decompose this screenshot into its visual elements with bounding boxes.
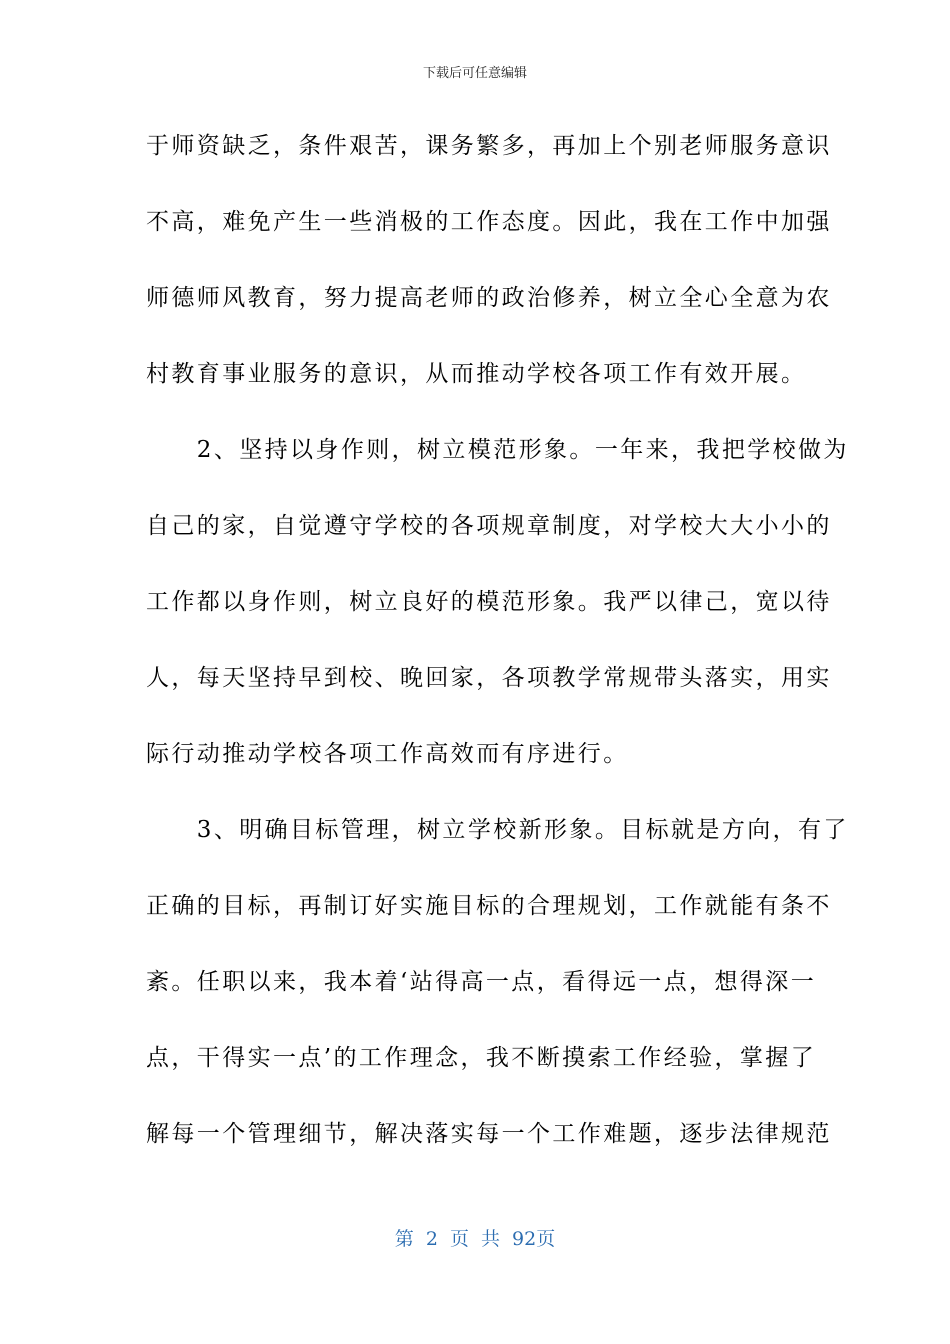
- header-text: 下载后可任意编辑: [422, 66, 527, 81]
- text-line: 自己的家，自觉遵守学校的各项规章制度，对学校大大小小的: [146, 513, 832, 539]
- text-line: 3、明确目标管理，树立学校新形象。目标就是方向，有了: [146, 817, 849, 843]
- text-line: 于师资缺乏，条件艰苦，课务繁多，再加上个别老师服务意识: [146, 133, 832, 159]
- text-line: 工作都以身作则，树立良好的模范形象。我严以律己，宽以待: [146, 589, 832, 615]
- document-body: [146, 120, 849, 1184]
- page-footer: [0, 1226, 950, 1252]
- text-line: 不高，难免产生一些消极的工作态度。因此，我在工作中加强: [146, 209, 832, 235]
- text-line: 际行动推动学校各项工作高效而有序进行。: [146, 741, 629, 767]
- text-line: 师德师风教育，努力提高老师的政治修养，树立全心全意为农: [146, 285, 832, 311]
- text-line: 解每一个管理细节，解决落实每一个工作难题，逐步法律规范: [146, 1121, 832, 1147]
- page-number: 第 2 页 共 92页: [394, 1228, 556, 1250]
- text-line: 紊。任职以来，我本着‘站得高一点，看得远一点，想得深一: [146, 969, 817, 995]
- text-line: 点，干得实一点’的工作理念，我不断摸索工作经验，掌握了: [146, 1045, 817, 1071]
- text-line: 人，每天坚持早到校、晚回家，各项教学常规带头落实，用实: [146, 665, 832, 691]
- text-line: 2、坚持以身作则，树立模范形象。一年来，我把学校做为: [146, 437, 849, 463]
- page-header: [0, 64, 950, 84]
- text-line: 村教育事业服务的意识，从而推动学校各项工作有效开展。: [146, 361, 807, 387]
- text-line: 正确的目标，再制订好实施目标的合理规划，工作就能有条不: [146, 893, 832, 919]
